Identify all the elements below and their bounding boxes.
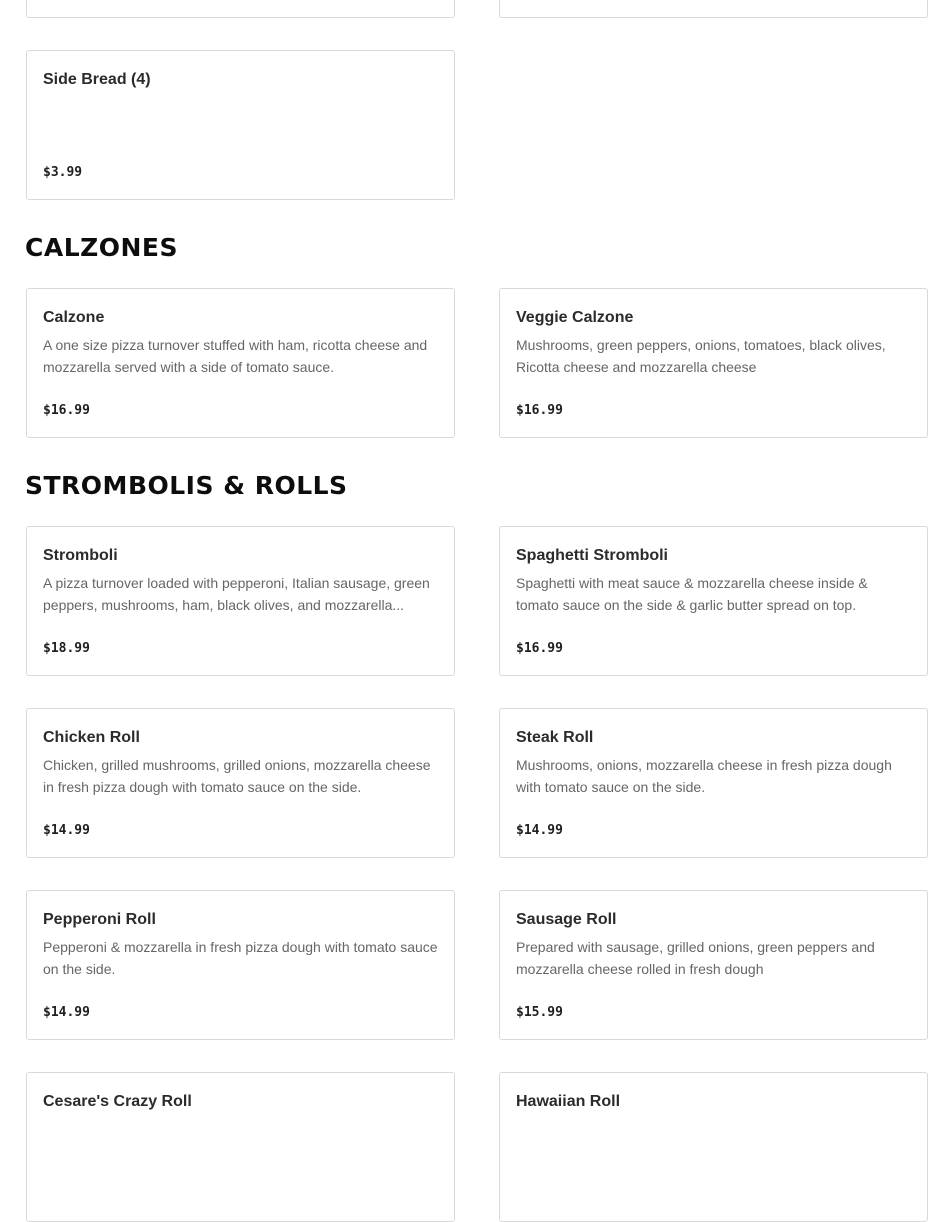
menu-item-card[interactable]	[26, 1072, 455, 1222]
menu-item-description: Chicken, grilled mushrooms, grilled onions, mozzarella cheese in fresh pizza dough with tomato sauce on the side.	[43, 757, 431, 795]
menu-item-card-partial-right[interactable]	[499, 0, 928, 18]
menu-item-description: Prepared with sausage, grilled onions, green peppers and mozzarella cheese rolled in fresh dough	[516, 939, 875, 977]
menu-item-name: Spaghetti Stromboli	[516, 547, 668, 564]
menu-item-price: $3.99	[43, 165, 83, 180]
menu-item-name: Side Bread (4)	[43, 71, 151, 88]
menu-item-name: Sausage Roll	[516, 911, 617, 928]
menu-item-description: Spaghetti with meat sauce & mozzarella cheese inside & tomato sauce on the side & garlic butter spread on top.	[516, 575, 868, 613]
menu-item-card-partial-left[interactable]	[26, 0, 455, 18]
section-title-calzones: CALZONES	[25, 233, 179, 262]
menu-item-card[interactable]	[26, 890, 455, 1040]
menu-item-name: Stromboli	[43, 547, 118, 564]
menu-item-card[interactable]	[26, 526, 455, 676]
menu-item-name: Calzone	[43, 309, 105, 326]
menu-item-price: $14.99	[516, 823, 563, 838]
menu-item-card[interactable]	[26, 50, 455, 200]
menu-item-card[interactable]	[499, 1072, 928, 1222]
menu-item-name: Chicken Roll	[43, 729, 140, 746]
menu-item-name: Cesare's Crazy Roll	[43, 1093, 192, 1110]
menu-item-name: Steak Roll	[516, 729, 594, 746]
menu-item-price: $15.99	[516, 1005, 563, 1020]
menu-item-price: $16.99	[43, 403, 90, 418]
menu-item-description: Mushrooms, onions, mozzarella cheese in fresh pizza dough with tomato sauce on the side.	[516, 757, 892, 795]
menu-item-description: Pepperoni & mozzarella in fresh pizza dough with tomato sauce on the side.	[43, 939, 438, 977]
menu-item-description: Mushrooms, green peppers, onions, tomatoes, black olives, Ricotta cheese and mozzarella cheese	[516, 337, 886, 375]
menu-item-card[interactable]	[26, 708, 455, 858]
menu-item-price: $14.99	[43, 1005, 90, 1020]
menu-item-description: A one size pizza turnover stuffed with ham, ricotta cheese and mozzarella served with a side of tomato sauce.	[43, 337, 428, 375]
menu-item-card[interactable]	[499, 526, 928, 676]
menu-item-price: $16.99	[516, 403, 563, 418]
menu-item-price: $16.99	[516, 641, 563, 656]
menu-item-card[interactable]	[499, 288, 928, 438]
menu-item-name: Hawaiian Roll	[516, 1093, 621, 1110]
section-title-strombolis-rolls: STROMBOLIS & ROLLS	[25, 471, 348, 500]
menu-item-card[interactable]	[499, 890, 928, 1040]
menu-item-card[interactable]	[499, 708, 928, 858]
menu-item-card[interactable]	[26, 288, 455, 438]
menu-item-description: A pizza turnover loaded with pepperoni, Italian sausage, green peppers, mushrooms, ham, black olives, and mozzarella...	[43, 575, 430, 613]
menu-item-name: Pepperoni Roll	[43, 911, 156, 928]
menu-item-name: Veggie Calzone	[516, 309, 634, 326]
menu-item-price: $18.99	[43, 641, 90, 656]
menu-item-price: $14.99	[43, 823, 90, 838]
